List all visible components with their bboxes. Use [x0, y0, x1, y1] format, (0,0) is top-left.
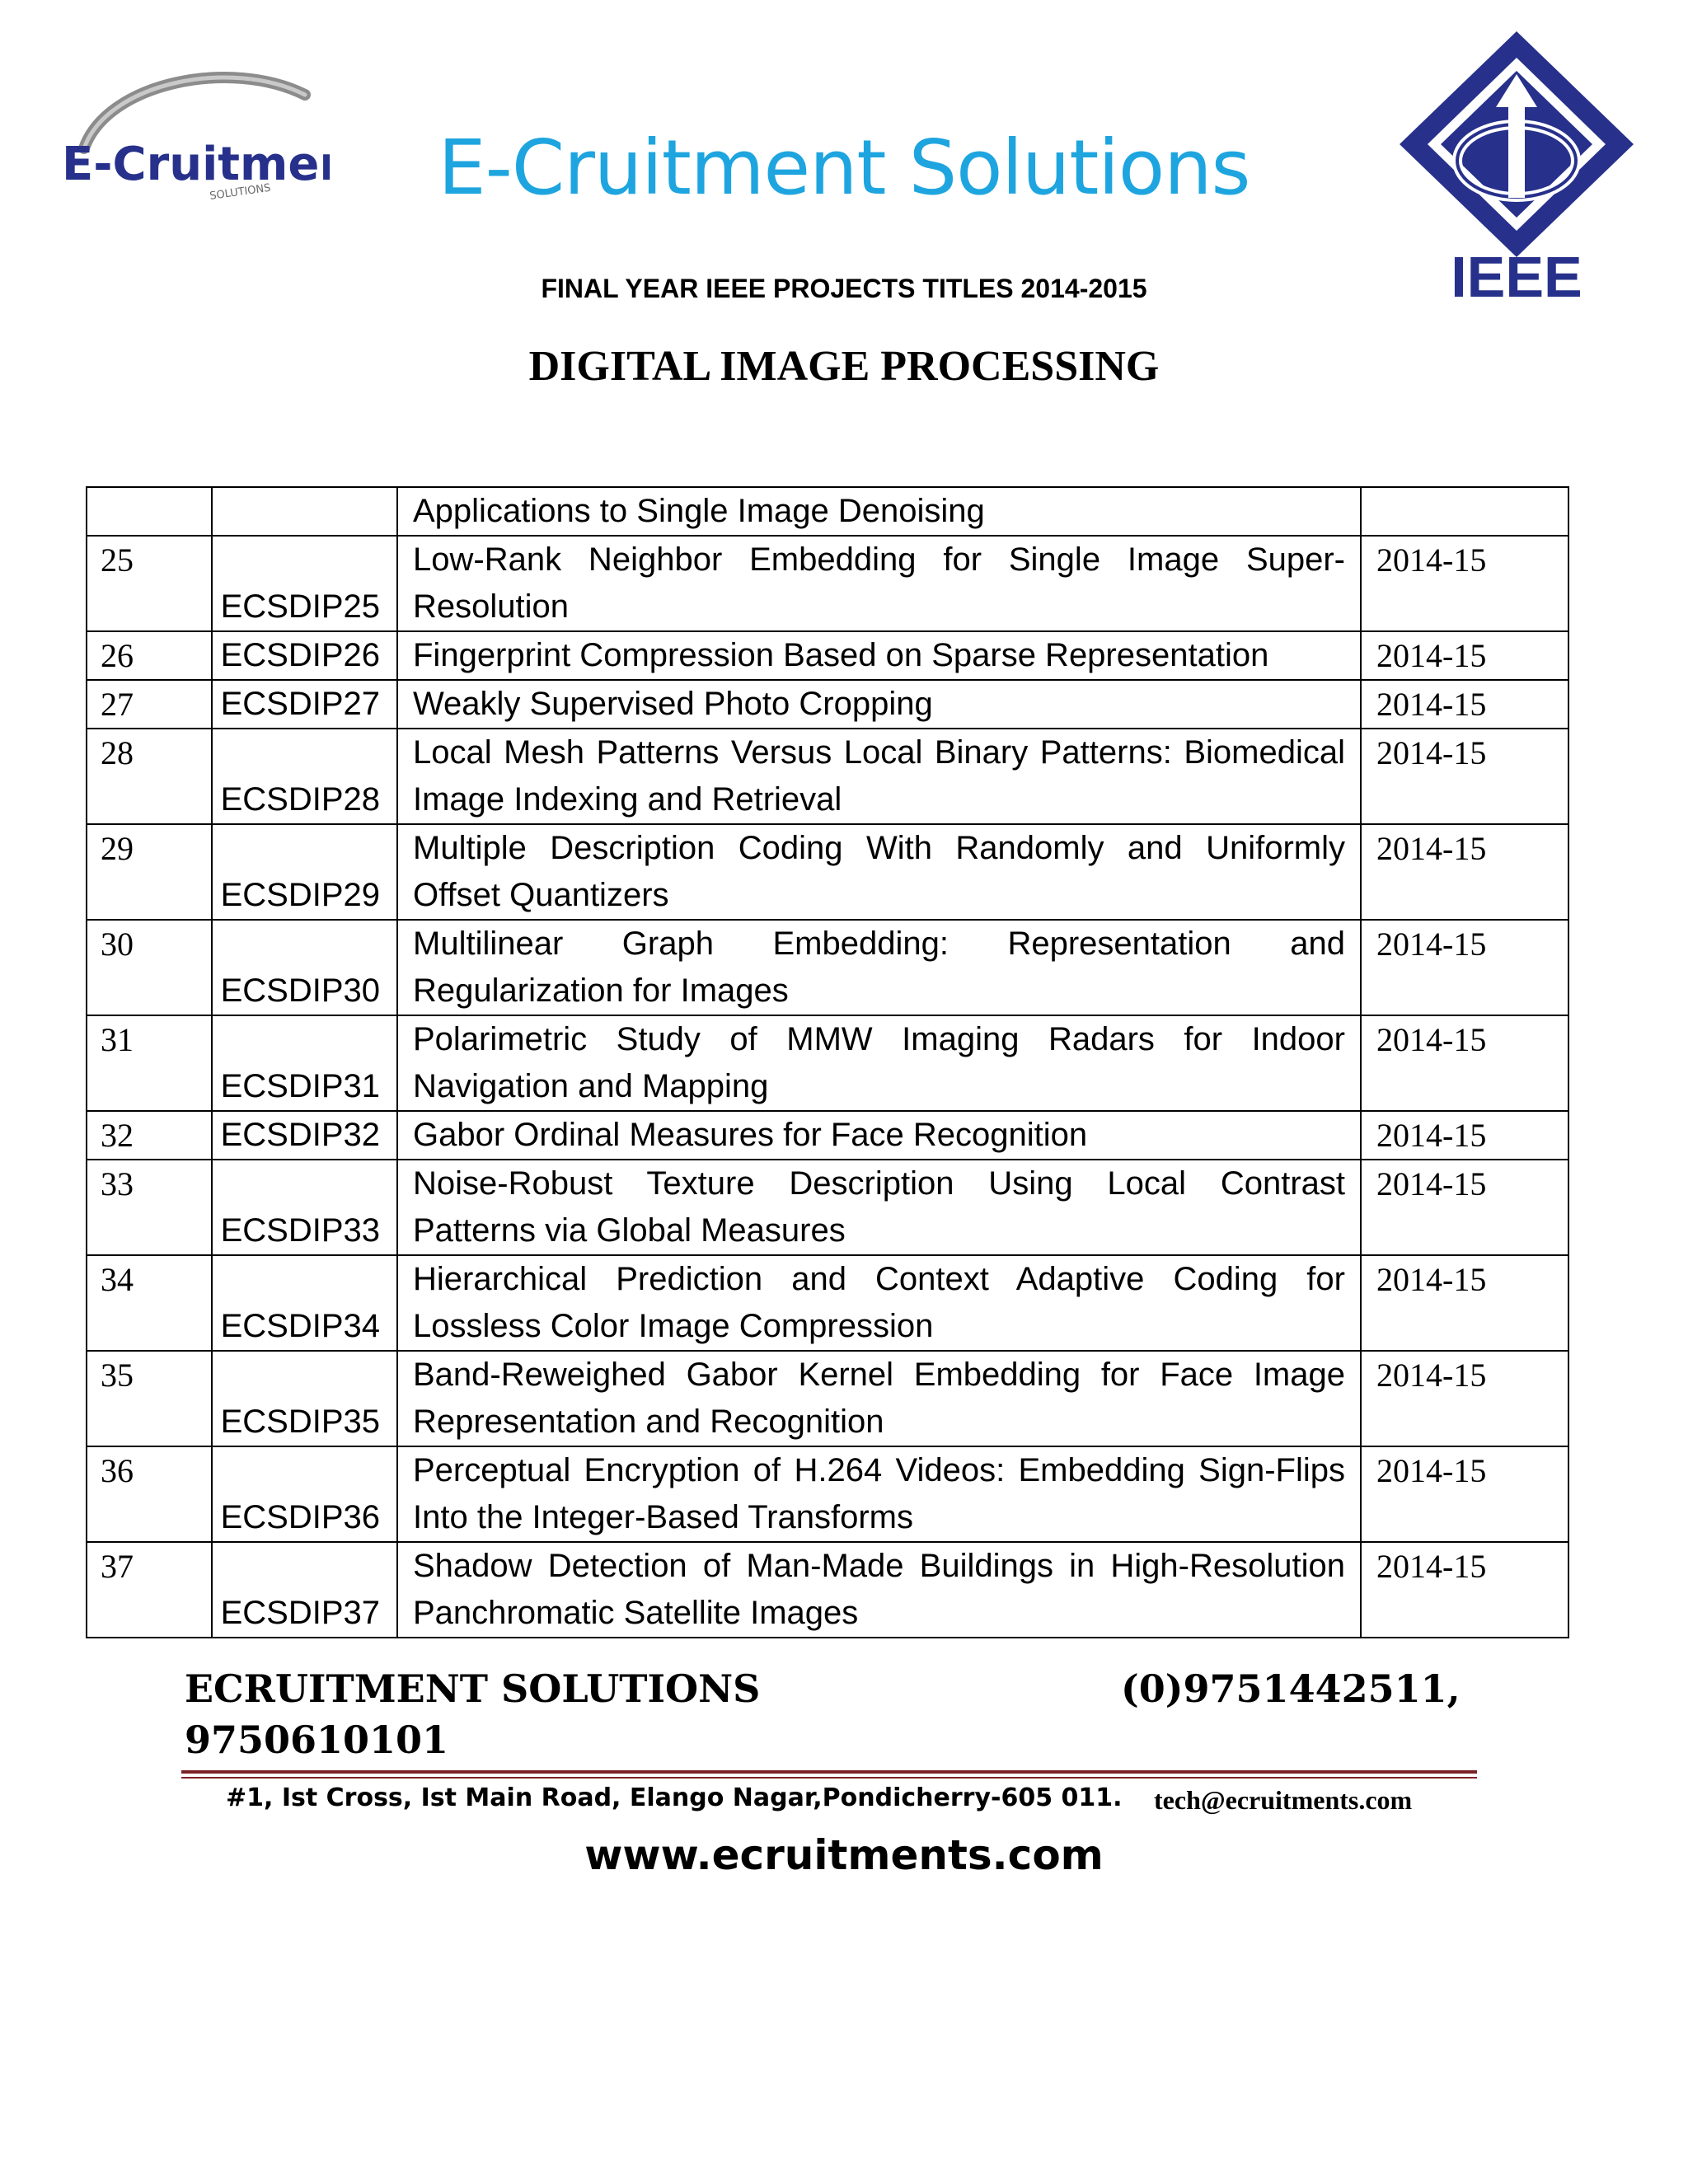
project-code: ECSDIP30: [212, 920, 397, 1015]
serial-number: 29: [87, 824, 212, 920]
serial-number: 30: [87, 920, 212, 1015]
serial-number: 36: [87, 1446, 212, 1542]
project-title: Applications to Single Image Denoising: [397, 487, 1361, 536]
serial-number: 37: [87, 1542, 212, 1638]
table-row: [87, 1015, 1568, 1111]
footer-company-name: ECRUITMENT SOLUTIONS: [185, 1666, 761, 1711]
project-code: ECSDIP28: [212, 729, 397, 824]
section-heading: DIGITAL IMAGE PROCESSING: [528, 343, 1160, 390]
table-row: [87, 631, 1568, 680]
table-row: [87, 536, 1568, 631]
table-row: [87, 1446, 1568, 1542]
project-year: 2014-15: [1361, 631, 1568, 680]
project-year: 2014-15: [1361, 1351, 1568, 1446]
footer-phone-primary: (0)9751442511,: [1121, 1666, 1461, 1711]
project-code: ECSDIP32: [212, 1111, 397, 1160]
footer-address: #1, Ist Cross, Ist Main Road, Elango Nagar,Pondicherry-605 011.: [226, 1783, 1123, 1812]
project-code: ECSDIP35: [212, 1351, 397, 1446]
project-year: [1361, 487, 1568, 536]
table-row: [87, 1160, 1568, 1255]
ecruitment-logo-subtext: SOLUTIONS: [209, 181, 272, 203]
serial-number: 28: [87, 729, 212, 824]
project-title: Perceptual Encryption of H.264 Videos: Embedding Sign-Flips Into the Integer-Based Transforms: [397, 1446, 1361, 1542]
footer-divider: [181, 1770, 1477, 1774]
project-year: 2014-15: [1361, 1255, 1568, 1351]
project-code: ECSDIP33: [212, 1160, 397, 1255]
serial-number: 32: [87, 1111, 212, 1160]
subtitle: FINAL YEAR IEEE PROJECTS TITLES 2014-2015: [541, 274, 1147, 303]
project-title: Polarimetric Study of MMW Imaging Radars for Indoor Navigation and Mapping: [397, 1015, 1361, 1111]
project-title: Hierarchical Prediction and Context Adaptive Coding for Lossless Color Image Compression: [397, 1255, 1361, 1351]
project-year: 2014-15: [1361, 1160, 1568, 1255]
project-title: Band-Reweighed Gabor Kernel Embedding for Face Image Representation and Recognition: [397, 1351, 1361, 1446]
table-row: [87, 824, 1568, 920]
table-row: [87, 729, 1568, 824]
project-code: ECSDIP27: [212, 680, 397, 729]
projects-table-body: [87, 487, 1568, 1638]
ieee-logo: [1393, 25, 1640, 305]
project-code: ECSDIP31: [212, 1015, 397, 1111]
serial-number: 31: [87, 1015, 212, 1111]
project-year: 2014-15: [1361, 920, 1568, 1015]
project-year: 2014-15: [1361, 1542, 1568, 1638]
project-title: Noise-Robust Texture Description Using Local Contrast Patterns via Global Measures: [397, 1160, 1361, 1255]
project-title: Gabor Ordinal Measures for Face Recognition: [397, 1111, 1361, 1160]
project-code: ECSDIP34: [212, 1255, 397, 1351]
project-title: Multiple Description Coding With Randomly and Uniformly Offset Quantizers: [397, 824, 1361, 920]
project-code: ECSDIP37: [212, 1542, 397, 1638]
project-year: 2014-15: [1361, 1015, 1568, 1111]
project-title: Fingerprint Compression Based on Sparse Representation: [397, 631, 1361, 680]
project-year: 2014-15: [1361, 824, 1568, 920]
table-row: [87, 487, 1568, 536]
table-row: [87, 1255, 1568, 1351]
project-year: 2014-15: [1361, 1111, 1568, 1160]
project-code: [212, 487, 397, 536]
table-row: [87, 1111, 1568, 1160]
table-row: [87, 1542, 1568, 1638]
projects-table: [86, 486, 1569, 1638]
serial-number: 34: [87, 1255, 212, 1351]
ecruitment-logo-text: E-Cruitme: [62, 138, 320, 191]
table-row: [87, 1351, 1568, 1446]
project-title: Low-Rank Neighbor Embedding for Single Image Super-Resolution: [397, 536, 1361, 631]
serial-number: 25: [87, 536, 212, 631]
serial-number: 35: [87, 1351, 212, 1446]
ieee-logo-graphic: [1393, 25, 1640, 305]
project-code: ECSDIP29: [212, 824, 397, 920]
footer-divider-thin: [181, 1777, 1477, 1779]
footer-website-link[interactable]: www.ecruitments.com: [584, 1831, 1104, 1879]
project-code: ECSDIP36: [212, 1446, 397, 1542]
serial-number: 26: [87, 631, 212, 680]
project-year: 2014-15: [1361, 680, 1568, 729]
project-title: Shadow Detection of Man-Made Buildings in High-Resolution Panchromatic Satellite Images: [397, 1542, 1361, 1638]
footer-phone-secondary: 9750610101: [185, 1718, 449, 1762]
project-year: 2014-15: [1361, 1446, 1568, 1542]
project-year: 2014-15: [1361, 536, 1568, 631]
project-title: Weakly Supervised Photo Cropping: [397, 680, 1361, 729]
serial-number: 27: [87, 680, 212, 729]
page-title: E-Cruitment Solutions: [438, 124, 1250, 212]
serial-number: [87, 487, 212, 536]
ieee-logo-text: IEEE: [1451, 245, 1582, 305]
project-title: Local Mesh Patterns Versus Local Binary Patterns: Biomedical Image Indexing and Retrieval: [397, 729, 1361, 824]
table-row: [87, 920, 1568, 1015]
table-row: [87, 680, 1568, 729]
project-year: 2014-15: [1361, 729, 1568, 824]
project-code: ECSDIP26: [212, 631, 397, 680]
serial-number: 33: [87, 1160, 212, 1255]
footer-email-link[interactable]: tech@ecruitments.com: [1154, 1785, 1413, 1815]
project-code: ECSDIP25: [212, 536, 397, 631]
project-title: Multilinear Graph Embedding: Representation and Regularization for Images: [397, 920, 1361, 1015]
